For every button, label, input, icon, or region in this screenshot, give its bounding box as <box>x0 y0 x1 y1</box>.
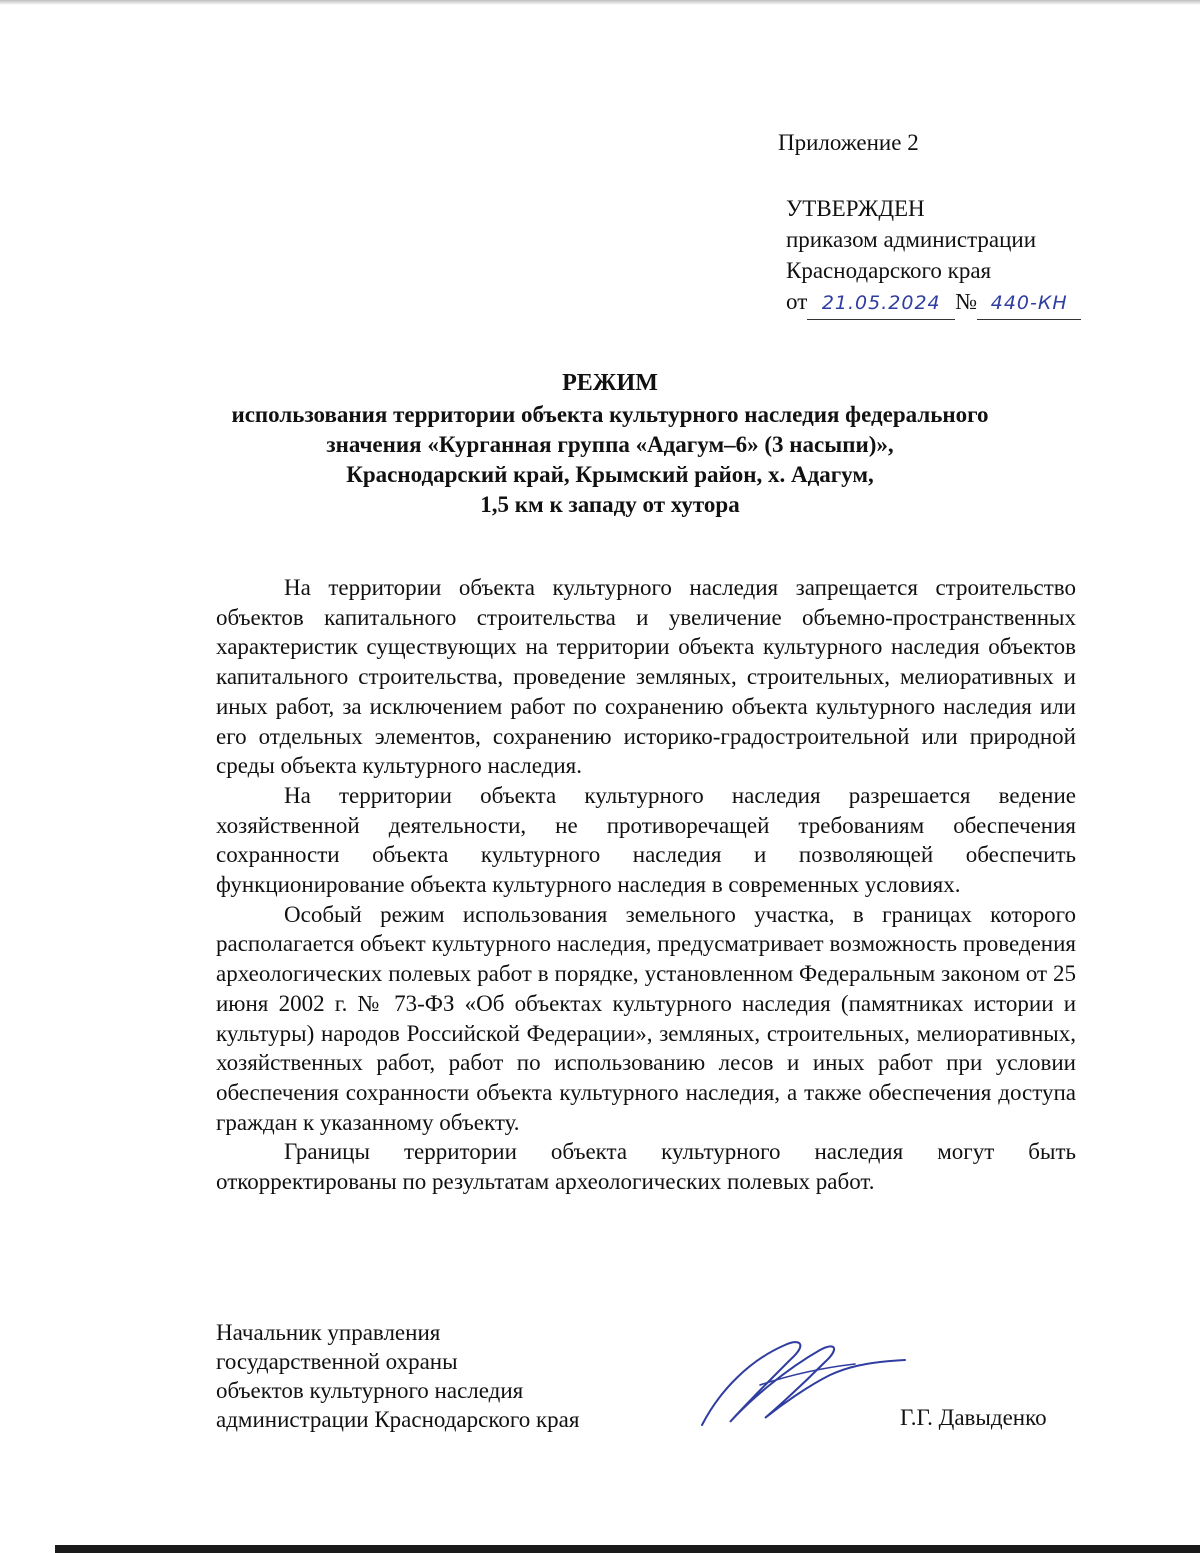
handwritten-signature <box>690 1330 920 1440</box>
handwritten-number: 440-КН <box>977 288 1081 320</box>
signer-position-line-1: Начальник управления <box>216 1320 441 1345</box>
title-line-1: использования территории объекта культурного наследия федерального <box>231 402 989 427</box>
scan-edge-bottom <box>55 1545 1200 1553</box>
scan-edge-top <box>0 0 1200 5</box>
number-prefix: № <box>955 289 978 314</box>
approval-block <box>786 193 1081 320</box>
title-main: РЕЖИМ <box>562 370 658 396</box>
document-title <box>160 368 1060 520</box>
paragraph-4: Границы территории объекта культурного наследия могут быть откорректированы по результатам археологических полевых работ. <box>216 1139 1076 1195</box>
paragraph-3: Особый режим использования земельного участка, в границах которого располагается объект культурного наследия, предусматривает возможность проведения археологических полевых работ в порядке, установленном Федеральным законом от 25 июня 2002 г. № 73-ФЗ «Об объектах культурного наследия (памятниках истории и культуры) народов Российской Федерации», земляных, строительных, мелиоративных, хозяйственных работ, работ по использованию лесов и иных работ при условии обеспечения сохранности объекта культурного наследия, а также обеспечения доступа граждан к указанному объекту. <box>216 901 1076 1135</box>
body-text <box>216 573 1076 1197</box>
approved-line-2: Краснодарского края <box>786 258 992 283</box>
signer-position-line-3: объектов культурного наследия <box>216 1378 524 1403</box>
title-line-4: 1,5 км к западу от хутора <box>480 492 740 517</box>
handwritten-date: 21.05.2024 <box>807 288 955 320</box>
annex-label: Приложение 2 <box>778 130 919 155</box>
paragraph-2: На территории объекта культурного наследия разрешается ведение хозяйственной деятельности, не противоречащей требованиям обеспечения сохранности объекта культурного наследия и позволяющей обеспечить функционирование объекта культурного наследия в современных условиях. <box>216 782 1076 898</box>
approved-line-1: приказом администрации <box>786 227 1037 252</box>
order-line <box>786 286 1081 320</box>
approved-word: УТВЕРЖДЕН <box>786 196 925 221</box>
title-line-2: значения «Курганная группа «Адагум–6» (3 насыпи)», <box>326 432 894 457</box>
paragraph-1: На территории объекта культурного наследия запрещается строительство объектов капитального строительства и увеличение объемно-пространственных характеристик существующих на территории объекта культурного наследия объектов капитального строительства, проведение земляных, строительных, мелиоративных и иных работ, за исключением работ по сохранению объекта культурного наследия или его отдельных элементов, сохранению историко-градостроительной или природной среды объекта культурного наследия. <box>216 575 1076 779</box>
signer-position-line-2: государственной охраны <box>216 1349 458 1374</box>
signer-position <box>216 1318 579 1434</box>
signer-name: Г.Г. Давыденко <box>900 1405 1047 1430</box>
from-prefix: от <box>786 289 808 314</box>
signer-position-line-4: администрации Краснодарского края <box>216 1407 580 1432</box>
signature-stroke <box>702 1342 905 1425</box>
title-line-3: Краснодарский край, Крымский район, х. Адагум, <box>346 462 874 487</box>
